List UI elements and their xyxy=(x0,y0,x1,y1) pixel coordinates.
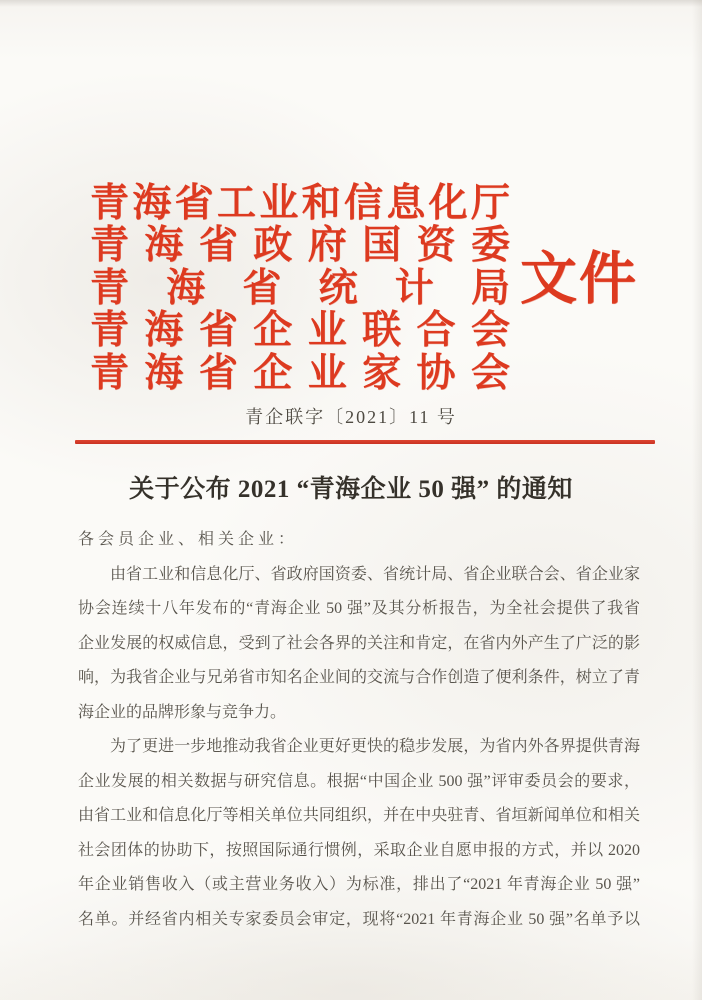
org-name-sasac: 青海省政府国资委 xyxy=(90,224,510,268)
org-name-enterprise-federation: 青海省企业联合会 xyxy=(90,309,510,353)
paragraph2-line6: 名单。并经省内相关专家委员会审定，现将“2021 年青海企业 50 强”名单予以 xyxy=(78,910,640,928)
letterhead xyxy=(90,182,638,395)
paragraph2-line3: 由省工业和信息化厅等相关单位共同组织，并在中央驻青、省垣新闻单位和相关 xyxy=(78,807,640,824)
red-divider-line xyxy=(75,440,655,444)
paragraph2-line4: 社会团体的协助下，按照国际通行惯例，采取企业自愿申报的方式，并以 2020 xyxy=(78,841,640,859)
org-name-entrepreneurs-association: 青海省企业家协会 xyxy=(90,351,510,395)
document-title: 关于公布 2021 “青海企业 50 强” 的通知 xyxy=(129,476,573,503)
salutation-line: 各会员企业、相关企业： xyxy=(78,531,299,548)
paragraph1-line3: 企业发展的权威信息，受到了社会各界的关注和肯定，在省内外产生了广泛的影 xyxy=(78,634,640,652)
paragraph1-line1: 由省工业和信息化厅、省政府国资委、省统计局、省企业联合会、省企业家 xyxy=(110,565,640,583)
paragraph1-line2: 协会连续十八年发布的“青海企业 50 强”及其分析报告，为全社会提供了我省 xyxy=(78,600,640,617)
paragraph1-line5: 海企业的品牌形象与竞争力。 xyxy=(78,703,287,721)
document-reference-number: 青企联字〔2021〕11 号 xyxy=(245,407,457,427)
paragraph2-line5: 年企业销售收入（或主营业务收入）为标准，排出了“2021 年青海企业 50 强” xyxy=(78,876,640,893)
paragraph2-line2: 企业发展的相关数据与研究信息。根据“中国企业 500 强”评审委员会的要求， xyxy=(78,772,640,790)
issuing-organizations xyxy=(90,183,510,395)
paragraph1-line4: 响，为我省企业与兄弟省市知名企业间的交流与合作创造了便利条件，树立了青 xyxy=(78,669,640,686)
org-name-statistics-bureau: 青海省统计局 xyxy=(90,266,510,310)
org-name-industry-it-dept: 青海省工业和信息化厅 xyxy=(90,182,510,225)
document-body xyxy=(78,523,640,937)
document-type-label: 文件 xyxy=(520,248,638,311)
paragraph2-line1: 为了更进一步地推动我省企业更好更快的稳步发展，为省内外各界提供青海 xyxy=(110,738,640,755)
